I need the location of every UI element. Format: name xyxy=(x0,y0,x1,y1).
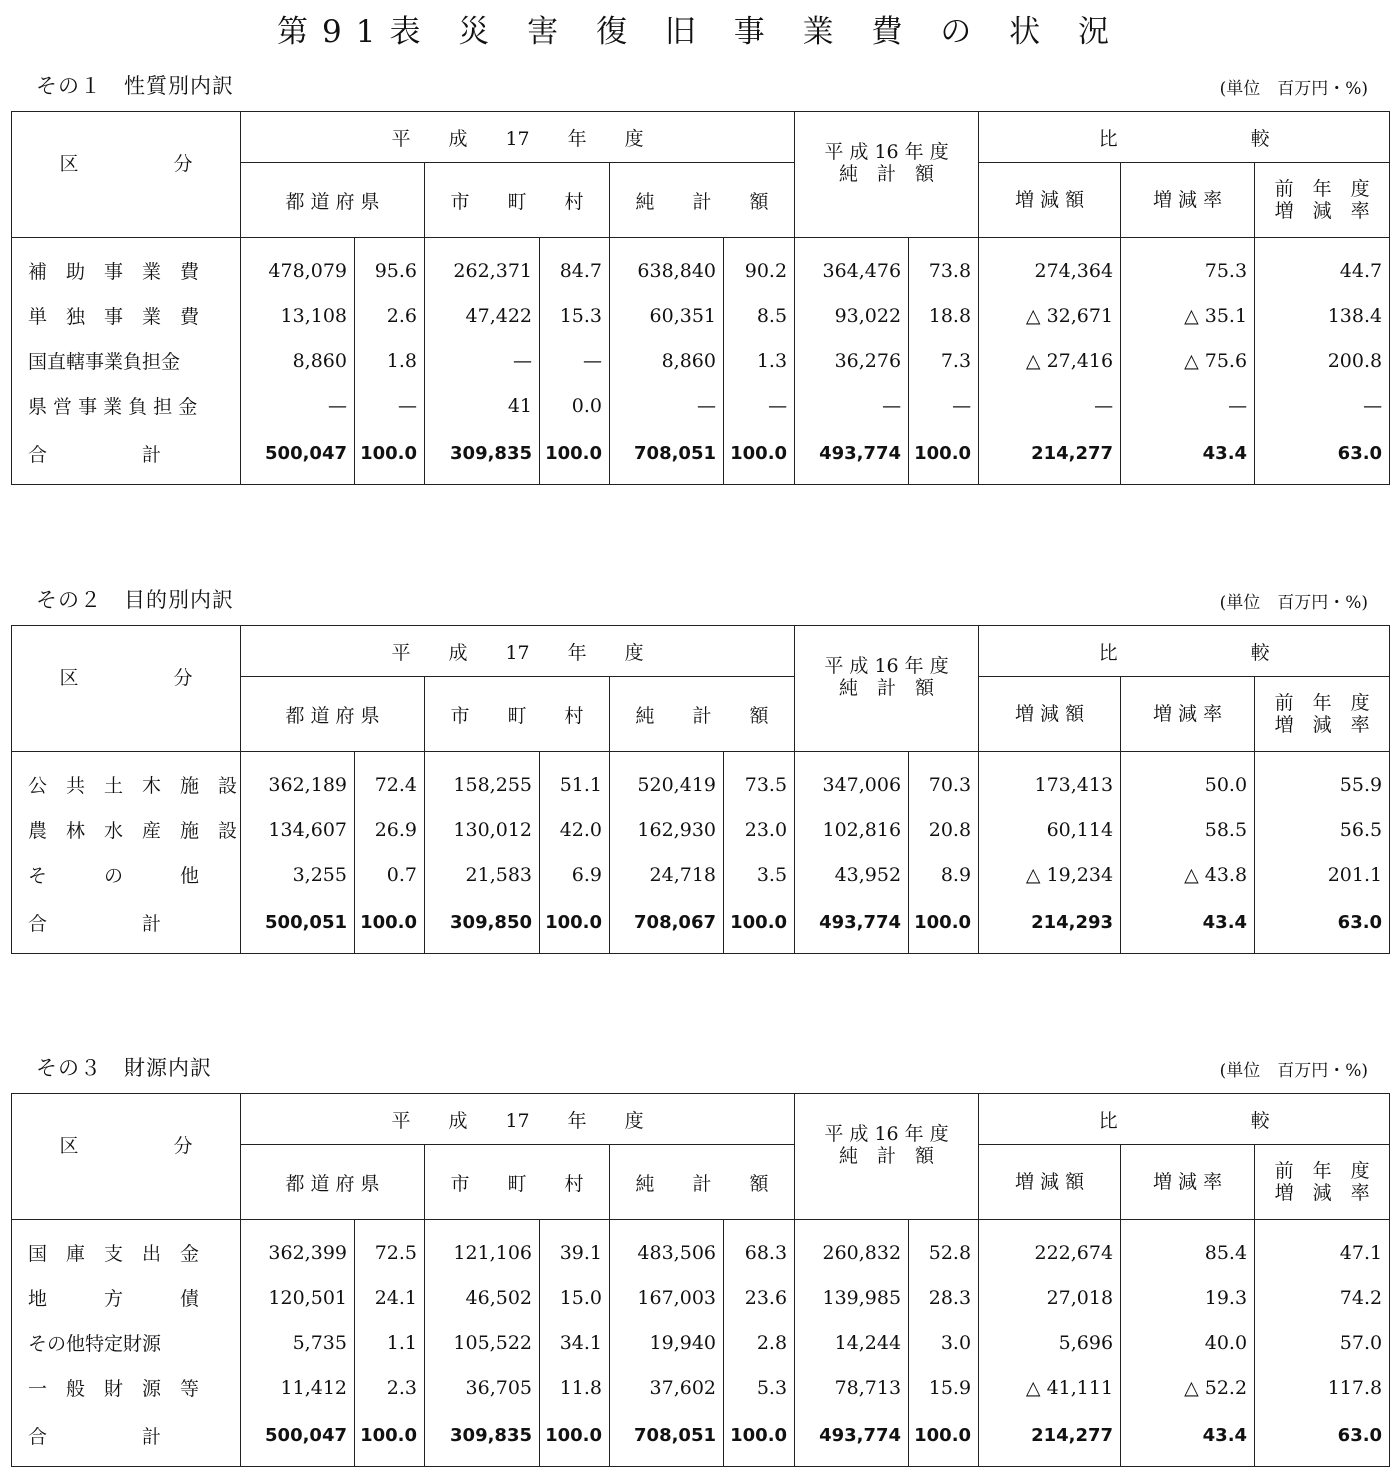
cell-value: 23.0 xyxy=(724,807,795,852)
header-h16: 平 成 16 年 度 純 計 額 xyxy=(795,1094,979,1220)
row-label: 国 庫 支 出 金 xyxy=(12,1230,241,1275)
header-kubun: 区 分 xyxy=(12,1094,241,1220)
cell-value: 309,850 xyxy=(425,897,540,954)
cell-value: 63.0 xyxy=(1255,897,1390,954)
table-row xyxy=(12,762,1390,807)
table-row xyxy=(12,852,1390,897)
cell-value: — xyxy=(1121,383,1255,428)
cell-value: 20.8 xyxy=(909,807,979,852)
cell-value: 84.7 xyxy=(540,248,610,293)
header-junkei: 純 計 額 xyxy=(610,163,795,238)
cell-value: 274,364 xyxy=(979,248,1121,293)
cell-value: 63.0 xyxy=(1255,428,1390,485)
cell-value: 15.0 xyxy=(540,1275,610,1320)
cell-value: 26.9 xyxy=(355,807,425,852)
cell-value: 117.8 xyxy=(1255,1365,1390,1410)
cell-value: 364,476 xyxy=(795,248,909,293)
cell-value: 5.3 xyxy=(724,1365,795,1410)
data-table xyxy=(11,111,1390,485)
cell-value: 6.9 xyxy=(540,852,610,897)
cell-value: △ 32,671 xyxy=(979,293,1121,338)
cell-value: — xyxy=(241,383,355,428)
cell-value: 36,705 xyxy=(425,1365,540,1410)
cell-value: 23.6 xyxy=(724,1275,795,1320)
cell-value: 42.0 xyxy=(540,807,610,852)
cell-value: 478,079 xyxy=(241,248,355,293)
row-label: その他特定財源 xyxy=(12,1320,241,1365)
header-zougengaku: 増 減 額 xyxy=(979,163,1121,238)
cell-value: 2.6 xyxy=(355,293,425,338)
header-todofuken: 都 道 府 県 xyxy=(241,163,425,238)
cell-value: 18.8 xyxy=(909,293,979,338)
header-zennendo: 前 年 度 増 減 率 xyxy=(1255,1145,1390,1220)
header-todofuken: 都 道 府 県 xyxy=(241,1145,425,1220)
cell-value: 40.0 xyxy=(1121,1320,1255,1365)
cell-value: 37,602 xyxy=(610,1365,724,1410)
cell-value: 95.6 xyxy=(355,248,425,293)
cell-value: 2.8 xyxy=(724,1320,795,1365)
row-label: 一 般 財 源 等 xyxy=(12,1365,241,1410)
cell-value: 1.1 xyxy=(355,1320,425,1365)
cell-value: 309,835 xyxy=(425,428,540,485)
cell-value: 75.3 xyxy=(1121,248,1255,293)
total-row xyxy=(12,897,1390,954)
header-h16: 平 成 16 年 度 純 計 額 xyxy=(795,112,979,238)
cell-value: 28.3 xyxy=(909,1275,979,1320)
row-label: そ の 他 xyxy=(12,852,241,897)
cell-value: 56.5 xyxy=(1255,807,1390,852)
header-kubun: 区 分 xyxy=(12,112,241,238)
header-h17: 平 成 17 年 度 xyxy=(241,1094,795,1145)
cell-value: 260,832 xyxy=(795,1230,909,1275)
header-zougengaku: 増 減 額 xyxy=(979,677,1121,752)
table-row xyxy=(12,1320,1390,1365)
row-label: 合 計 xyxy=(12,1410,241,1467)
cell-value: 73.8 xyxy=(909,248,979,293)
cell-value: 19,940 xyxy=(610,1320,724,1365)
page-title: 第91表 災 害 復 旧 事 業 費 の 状 況 xyxy=(277,14,1123,50)
row-label: 農 林 水 産 施 設 xyxy=(12,807,241,852)
row-label: 公 共 土 木 施 設 xyxy=(12,762,241,807)
cell-value: 708,051 xyxy=(610,428,724,485)
cell-value: 85.4 xyxy=(1121,1230,1255,1275)
header-zougenritsu: 増 減 率 xyxy=(1121,1145,1255,1220)
cell-value: 39.1 xyxy=(540,1230,610,1275)
cell-value: — xyxy=(355,383,425,428)
header-zennendo: 前 年 度 増 減 率 xyxy=(1255,677,1390,752)
cell-value: 44.7 xyxy=(1255,248,1390,293)
cell-value: 3.5 xyxy=(724,852,795,897)
cell-value: 52.8 xyxy=(909,1230,979,1275)
cell-value: 201.1 xyxy=(1255,852,1390,897)
cell-value: 708,051 xyxy=(610,1410,724,1467)
cell-value: 8.5 xyxy=(724,293,795,338)
cell-value: 43,952 xyxy=(795,852,909,897)
cell-value: 51.1 xyxy=(540,762,610,807)
cell-value: 0.0 xyxy=(540,383,610,428)
cell-value: 15.9 xyxy=(909,1365,979,1410)
unit-label: (単位 百万円・%) xyxy=(1219,1061,1368,1081)
cell-value: 500,047 xyxy=(241,428,355,485)
cell-value: 14,244 xyxy=(795,1320,909,1365)
cell-value: 100.0 xyxy=(909,1410,979,1467)
cell-value: — xyxy=(1255,383,1390,428)
table-row xyxy=(12,1230,1390,1275)
cell-value: 60,114 xyxy=(979,807,1121,852)
cell-value: 120,501 xyxy=(241,1275,355,1320)
row-label: 国直轄事業負担金 xyxy=(12,338,241,383)
cell-value: 493,774 xyxy=(795,897,909,954)
cell-value: 24.1 xyxy=(355,1275,425,1320)
cell-value: 55.9 xyxy=(1255,762,1390,807)
header-kubun: 区 分 xyxy=(12,626,241,752)
table-row xyxy=(12,1275,1390,1320)
cell-value: 158,255 xyxy=(425,762,540,807)
cell-value: 19.3 xyxy=(1121,1275,1255,1320)
cell-value: — xyxy=(425,338,540,383)
cell-value: 214,293 xyxy=(979,897,1121,954)
header-h16: 平 成 16 年 度 純 計 額 xyxy=(795,626,979,752)
cell-value: 362,399 xyxy=(241,1230,355,1275)
cell-value: 100.0 xyxy=(355,897,425,954)
cell-value: 15.3 xyxy=(540,293,610,338)
cell-value: 74.2 xyxy=(1255,1275,1390,1320)
header-todofuken: 都 道 府 県 xyxy=(241,677,425,752)
data-table xyxy=(11,1093,1390,1467)
cell-value: 130,012 xyxy=(425,807,540,852)
cell-value: 102,816 xyxy=(795,807,909,852)
cell-value: 638,840 xyxy=(610,248,724,293)
cell-value: — xyxy=(909,383,979,428)
cell-value: — xyxy=(979,383,1121,428)
cell-value: 200.8 xyxy=(1255,338,1390,383)
header-h17: 平 成 17 年 度 xyxy=(241,626,795,677)
row-label: 地 方 債 xyxy=(12,1275,241,1320)
header-junkei: 純 計 額 xyxy=(610,677,795,752)
cell-value: 78,713 xyxy=(795,1365,909,1410)
cell-value: 100.0 xyxy=(355,428,425,485)
header-zougenritsu: 増 減 率 xyxy=(1121,163,1255,238)
cell-value: 500,051 xyxy=(241,897,355,954)
cell-value: 73.5 xyxy=(724,762,795,807)
cell-value: 72.4 xyxy=(355,762,425,807)
cell-value: 708,067 xyxy=(610,897,724,954)
header-shichoson: 市 町 村 xyxy=(425,163,610,238)
cell-value: 167,003 xyxy=(610,1275,724,1320)
header-hikaku: 比 較 xyxy=(979,626,1390,677)
cell-value: 100.0 xyxy=(540,428,610,485)
cell-value: 5,696 xyxy=(979,1320,1121,1365)
cell-value: 121,106 xyxy=(425,1230,540,1275)
cell-value: 3.0 xyxy=(909,1320,979,1365)
header-h17: 平 成 17 年 度 xyxy=(241,112,795,163)
cell-value: 100.0 xyxy=(540,897,610,954)
cell-value: 0.7 xyxy=(355,852,425,897)
table-row xyxy=(12,293,1390,338)
cell-value: 8,860 xyxy=(610,338,724,383)
cell-value: 43.4 xyxy=(1121,897,1255,954)
cell-value: 138.4 xyxy=(1255,293,1390,338)
cell-value: △ 19,234 xyxy=(979,852,1121,897)
cell-value: 68.3 xyxy=(724,1230,795,1275)
cell-value: 1.8 xyxy=(355,338,425,383)
header-zougengaku: 増 減 額 xyxy=(979,1145,1121,1220)
cell-value: 173,413 xyxy=(979,762,1121,807)
cell-value: 3,255 xyxy=(241,852,355,897)
cell-value: 5,735 xyxy=(241,1320,355,1365)
row-label: 補 助 事 業 費 xyxy=(12,248,241,293)
cell-value: 520,419 xyxy=(610,762,724,807)
cell-value: — xyxy=(795,383,909,428)
header-zougenritsu: 増 減 率 xyxy=(1121,677,1255,752)
table-row xyxy=(12,338,1390,383)
cell-value: 493,774 xyxy=(795,428,909,485)
cell-value: 262,371 xyxy=(425,248,540,293)
section-title: その１ 性質別内訳 xyxy=(36,74,234,98)
cell-value: 2.3 xyxy=(355,1365,425,1410)
total-row xyxy=(12,428,1390,485)
table-row xyxy=(12,807,1390,852)
cell-value: 41 xyxy=(425,383,540,428)
cell-value: 72.5 xyxy=(355,1230,425,1275)
row-label: 合 計 xyxy=(12,428,241,485)
cell-value: 58.5 xyxy=(1121,807,1255,852)
row-label: 合 計 xyxy=(12,897,241,954)
cell-value: 105,522 xyxy=(425,1320,540,1365)
cell-value: 7.3 xyxy=(909,338,979,383)
table-row xyxy=(12,383,1390,428)
header-shichoson: 市 町 村 xyxy=(425,1145,610,1220)
cell-value: △ 41,111 xyxy=(979,1365,1121,1410)
cell-value: 70.3 xyxy=(909,762,979,807)
cell-value: 493,774 xyxy=(795,1410,909,1467)
cell-value: 100.0 xyxy=(909,897,979,954)
cell-value: 100.0 xyxy=(355,1410,425,1467)
row-label: 県 営 事 業 負 担 金 xyxy=(12,383,241,428)
cell-value: 139,985 xyxy=(795,1275,909,1320)
cell-value: 57.0 xyxy=(1255,1320,1390,1365)
cell-value: 93,022 xyxy=(795,293,909,338)
cell-value: 90.2 xyxy=(724,248,795,293)
total-row xyxy=(12,1410,1390,1467)
cell-value: 100.0 xyxy=(724,1410,795,1467)
cell-value: 100.0 xyxy=(724,897,795,954)
cell-value: 34.1 xyxy=(540,1320,610,1365)
cell-value: — xyxy=(540,338,610,383)
cell-value: — xyxy=(724,383,795,428)
cell-value: 162,930 xyxy=(610,807,724,852)
cell-value: 100.0 xyxy=(540,1410,610,1467)
cell-value: 8,860 xyxy=(241,338,355,383)
header-shichoson: 市 町 村 xyxy=(425,677,610,752)
cell-value: △ 52.2 xyxy=(1121,1365,1255,1410)
unit-label: (単位 百万円・%) xyxy=(1219,79,1368,99)
section-title: その３ 財源内訳 xyxy=(36,1056,212,1080)
cell-value: 362,189 xyxy=(241,762,355,807)
cell-value: 21,583 xyxy=(425,852,540,897)
cell-value: 50.0 xyxy=(1121,762,1255,807)
cell-value: 134,607 xyxy=(241,807,355,852)
header-zennendo: 前 年 度 増 減 率 xyxy=(1255,163,1390,238)
cell-value: 8.9 xyxy=(909,852,979,897)
cell-value: 47,422 xyxy=(425,293,540,338)
cell-value: △ 27,416 xyxy=(979,338,1121,383)
header-hikaku: 比 較 xyxy=(979,112,1390,163)
cell-value: 214,277 xyxy=(979,1410,1121,1467)
cell-value: 222,674 xyxy=(979,1230,1121,1275)
cell-value: — xyxy=(610,383,724,428)
cell-value: △ 75.6 xyxy=(1121,338,1255,383)
cell-value: 46,502 xyxy=(425,1275,540,1320)
unit-label: (単位 百万円・%) xyxy=(1219,593,1368,613)
cell-value: 309,835 xyxy=(425,1410,540,1467)
cell-value: 47.1 xyxy=(1255,1230,1390,1275)
cell-value: 11.8 xyxy=(540,1365,610,1410)
cell-value: 43.4 xyxy=(1121,428,1255,485)
cell-value: 100.0 xyxy=(909,428,979,485)
table-row xyxy=(12,248,1390,293)
cell-value: 60,351 xyxy=(610,293,724,338)
cell-value: △ 35.1 xyxy=(1121,293,1255,338)
cell-value: 347,006 xyxy=(795,762,909,807)
cell-value: 1.3 xyxy=(724,338,795,383)
cell-value: 11,412 xyxy=(241,1365,355,1410)
cell-value: 500,047 xyxy=(241,1410,355,1467)
cell-value: 63.0 xyxy=(1255,1410,1390,1467)
cell-value: 214,277 xyxy=(979,428,1121,485)
section-title: その２ 目的別内訳 xyxy=(36,588,234,612)
cell-value: 13,108 xyxy=(241,293,355,338)
table-row xyxy=(12,1365,1390,1410)
header-hikaku: 比 較 xyxy=(979,1094,1390,1145)
cell-value: 27,018 xyxy=(979,1275,1121,1320)
cell-value: 483,506 xyxy=(610,1230,724,1275)
data-table xyxy=(11,625,1390,954)
cell-value: △ 43.8 xyxy=(1121,852,1255,897)
cell-value: 36,276 xyxy=(795,338,909,383)
cell-value: 100.0 xyxy=(724,428,795,485)
cell-value: 43.4 xyxy=(1121,1410,1255,1467)
row-label: 単 独 事 業 費 xyxy=(12,293,241,338)
header-junkei: 純 計 額 xyxy=(610,1145,795,1220)
cell-value: 24,718 xyxy=(610,852,724,897)
